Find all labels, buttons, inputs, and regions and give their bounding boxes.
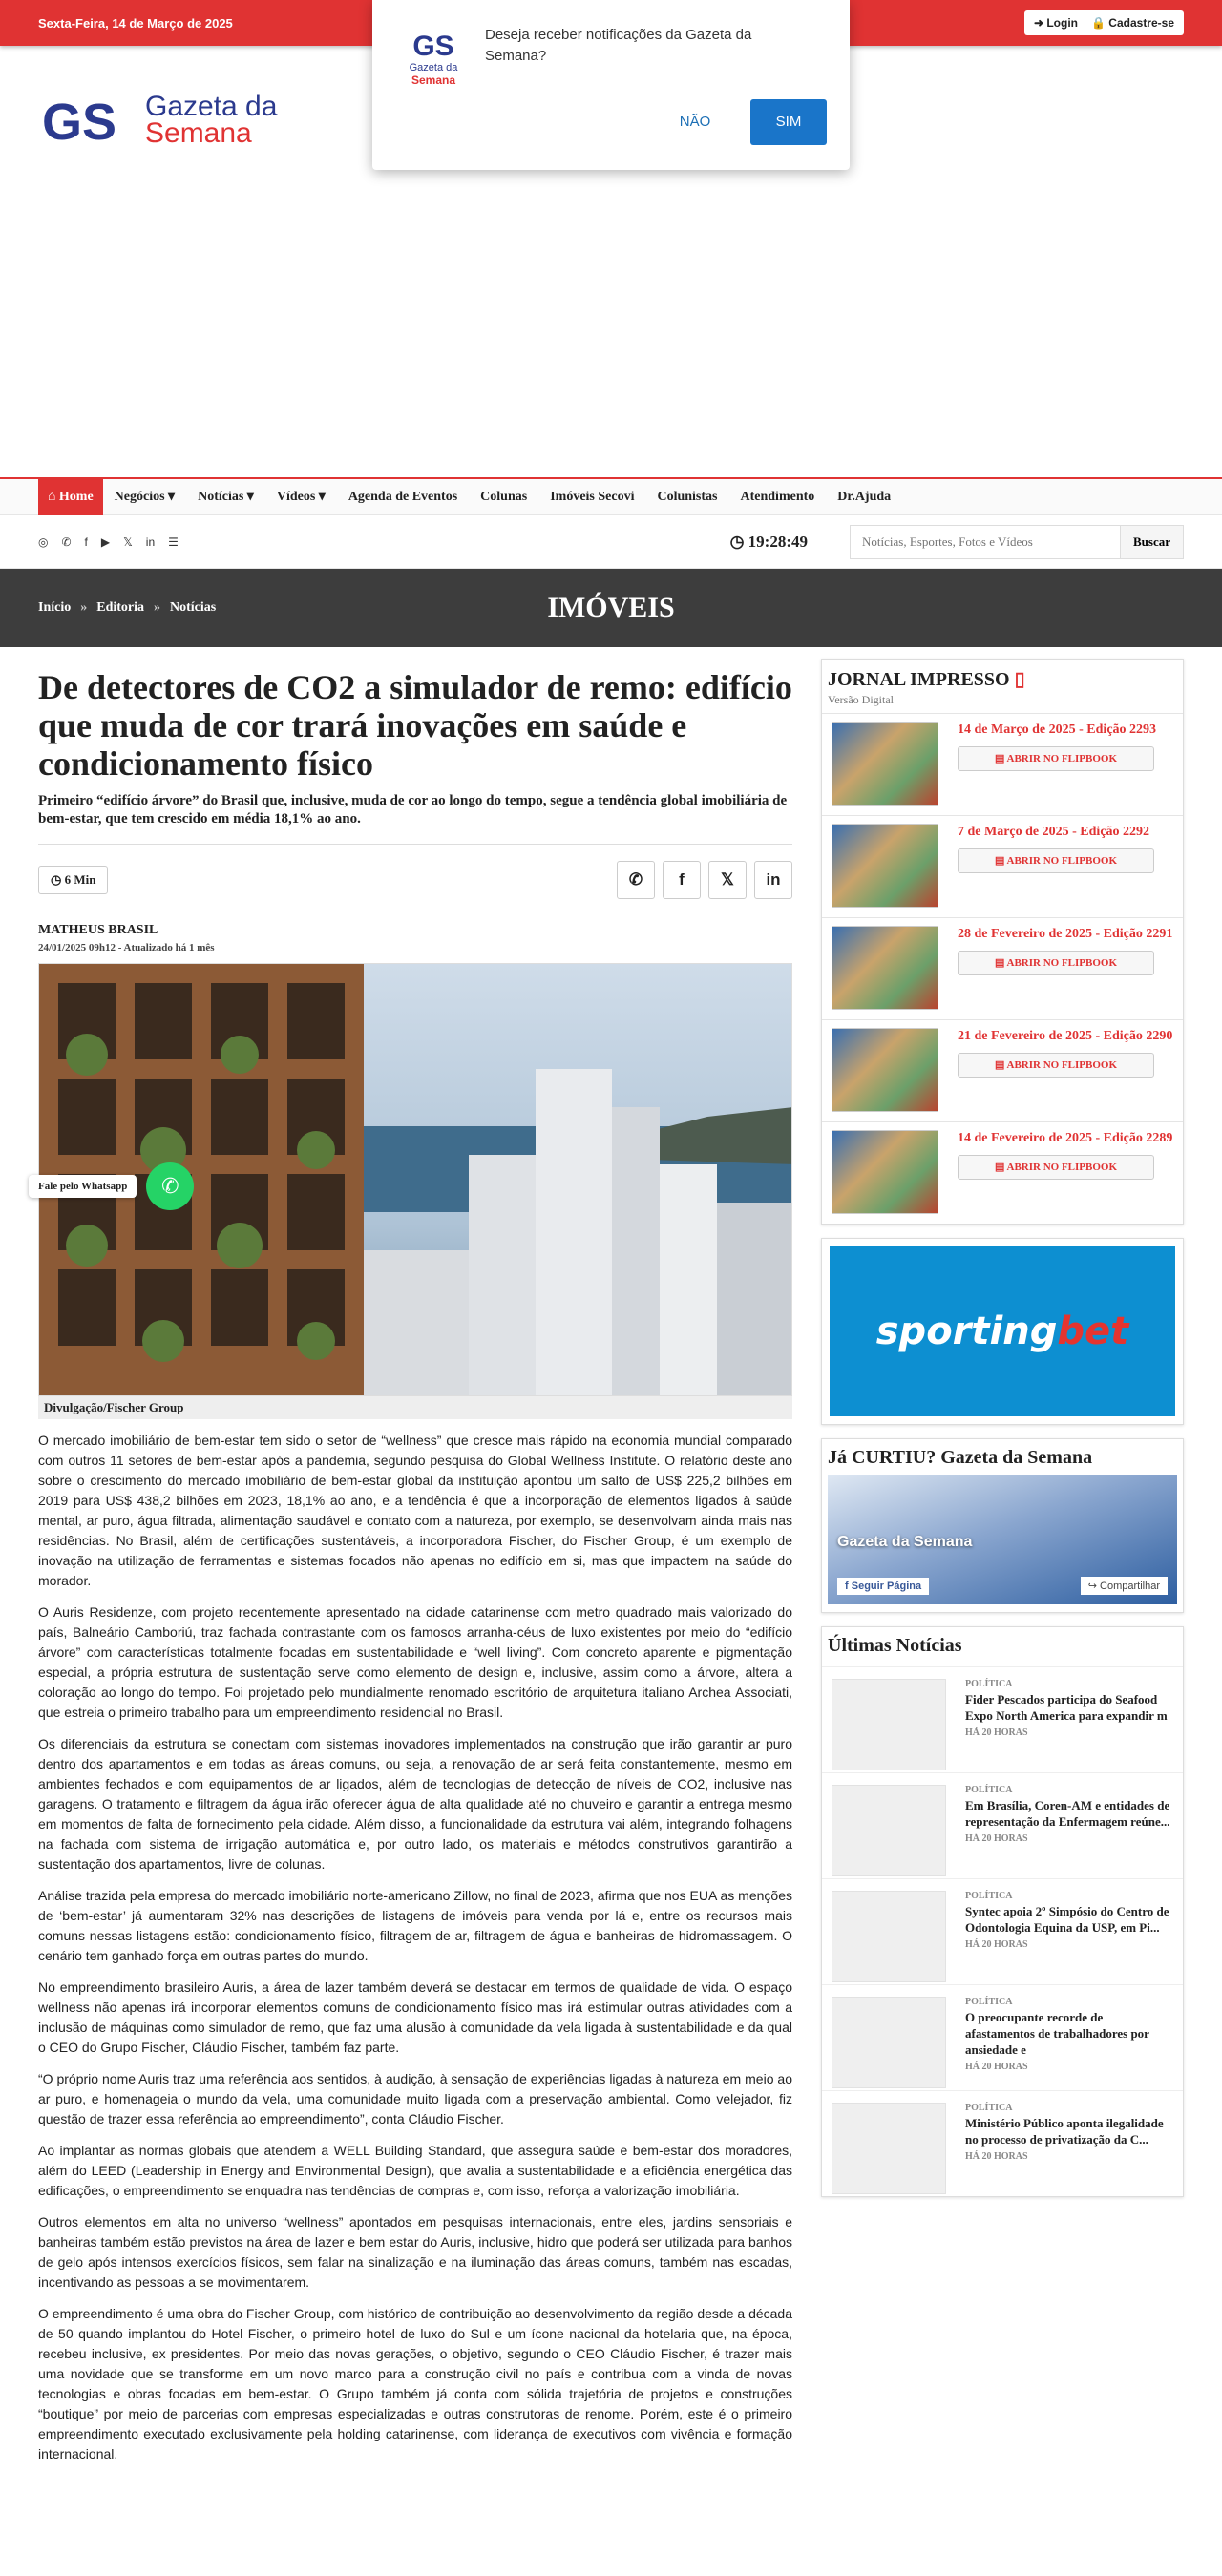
photo-caption: Divulgação/Fischer Group xyxy=(38,1396,792,1419)
news-headline[interactable]: Syntec apoia 2º Simpósio do Centro de Odontologia Equina da USP, em Pi... xyxy=(965,1904,1169,1935)
logo-initials: GS xyxy=(42,94,117,149)
nav-home[interactable]: ⌂ Home xyxy=(38,479,103,515)
follow-page-button[interactable] xyxy=(837,1578,929,1595)
share-page-button[interactable] xyxy=(1081,1577,1168,1595)
open-flipbook-label: ABRIR NO FLIPBOOK xyxy=(1006,1162,1118,1173)
edition-title[interactable]: 14 de Março de 2025 - Edição 2293 xyxy=(958,723,1157,737)
news-time: HÁ 20 HORAS xyxy=(965,2151,1028,2162)
clock xyxy=(730,533,808,552)
file-icon: ▤ xyxy=(994,1162,1005,1173)
open-flipbook-button[interactable] xyxy=(958,848,1154,873)
sidebar xyxy=(821,659,1184,2210)
notify-logo-gazeta: Gazeta da xyxy=(409,62,458,73)
news-time: HÁ 20 HORAS xyxy=(965,1833,1028,1844)
x-icon[interactable]: 𝕏 xyxy=(123,535,133,549)
nav-agenda[interactable]: Agenda de Eventos xyxy=(348,490,458,504)
section-title: IMÓVEIS xyxy=(547,592,675,623)
print-edition-title-text: JORNAL IMPRESSO xyxy=(828,669,1010,690)
news-time: HÁ 20 HORAS xyxy=(965,2062,1028,2072)
edition-item xyxy=(822,1019,1183,1121)
login-icon: ➜ xyxy=(1033,16,1043,30)
edition-title[interactable]: 28 de Fevereiro de 2025 - Edição 2291 xyxy=(958,927,1173,941)
linkedin-icon[interactable]: in xyxy=(145,535,156,549)
logo-line2: Semana xyxy=(145,117,252,149)
share-whatsapp-icon[interactable]: ✆ xyxy=(617,861,655,899)
news-item[interactable] xyxy=(822,2090,1183,2196)
nav-negocios[interactable]: Negócios ▾ xyxy=(114,490,176,504)
nav-imoveis-secovi[interactable]: Imóveis Secovi xyxy=(550,490,635,504)
share-linkedin-icon[interactable]: in xyxy=(754,861,792,899)
share-page-label: Compartilhar xyxy=(1100,1581,1160,1592)
news-category: POLÍTICA xyxy=(965,1785,1013,1795)
facebook-icon: f xyxy=(845,1581,849,1592)
news-time: HÁ 20 HORAS xyxy=(965,1939,1028,1950)
search-input[interactable] xyxy=(851,526,1120,558)
search-button[interactable]: Buscar xyxy=(1120,526,1183,558)
edition-title[interactable]: 14 de Fevereiro de 2025 - Edição 2289 xyxy=(958,1131,1173,1145)
news-headline[interactable]: Em Brasília, Coren-AM e entidades de representação da Enfermagem reúne... xyxy=(965,1798,1170,1829)
edition-cover[interactable] xyxy=(832,824,938,908)
article-paragraph: No empreendimento brasileiro Auris, a área de lazer também deverá se destacar em termos de qualidade de vida. O espaço wellness não apenas irá incorporar elementos comuns de condicionamento físico mas irá estimular outras atividades com a inclusão de máquinas como simulador de remo, que faz uma alusão à comunidade da vela ligada à sustentabilidade e da qual o CEO do Grupo Fischer, Cláudio Fischer, também faz parte. xyxy=(38,1979,792,2055)
edition-item xyxy=(822,815,1183,917)
clock-time: 19:28:49 xyxy=(748,533,808,551)
news-item[interactable] xyxy=(822,1984,1183,2090)
latest-news-box xyxy=(821,1626,1184,2197)
share-x-icon[interactable]: 𝕏 xyxy=(708,861,747,899)
clock-icon: ◷ xyxy=(51,872,62,887)
edition-item xyxy=(822,1121,1183,1224)
edition-title[interactable]: 21 de Fevereiro de 2025 - Edição 2290 xyxy=(958,1029,1173,1043)
article-body xyxy=(38,1431,792,2464)
ad-brand-logo xyxy=(876,1309,1128,1353)
mobile-icon: ▯ xyxy=(1014,669,1025,690)
news-headline[interactable]: O preocupante recorde de afastamentos de trabalhadores por ansiedade e xyxy=(965,2010,1149,2057)
article-paragraph: “O próprio nome Auris traz uma referência aos sentidos, à audição, à sensação de experiências ligadas à natureza em meio ao ar puro, e homenageia o mundo da vela, uma comunidade muito ligada com a preservação ambiental. Como velejador, fiz questão de trazer essa referência ao empreendimento”, conta Cláudio Fischer. xyxy=(38,2071,792,2126)
file-icon: ▤ xyxy=(994,753,1005,764)
edition-cover[interactable] xyxy=(832,1130,938,1214)
nav-atendimento[interactable]: Atendimento xyxy=(740,490,815,504)
nav-noticias[interactable]: Notícias ▾ xyxy=(198,490,254,504)
print-edition-title xyxy=(822,660,1183,691)
edition-cover[interactable] xyxy=(832,722,938,806)
article-paragraph: Outros elementos em alta no universo “wellness” apontados em pesquisas internacionais, entre eles, jardins sensoriais e banheiras também estão previstos na área de lazer e bem estar do Auris, inclusive, hidro que poderá ser utilizada para banhos de gelo após intensos exercícios físicos, sem falar na sinalização e na iluminação das áreas comuns, também nas escadas, incentivando as pessoas a se movimentarem. xyxy=(38,2214,792,2290)
share-buttons xyxy=(617,861,792,899)
instagram-icon[interactable]: ◎ xyxy=(38,535,49,549)
ad-brand-part1: sporting xyxy=(875,1309,1058,1353)
share-icon: ↪ xyxy=(1087,1581,1097,1592)
open-flipbook-label: ABRIR NO FLIPBOOK xyxy=(1006,753,1118,764)
news-category: POLÍTICA xyxy=(965,1891,1013,1901)
main-menu xyxy=(0,477,1222,515)
open-flipbook-button[interactable] xyxy=(958,746,1154,771)
facebook-page-name[interactable]: Gazeta da Semana xyxy=(837,1534,973,1550)
nav-drajuda[interactable]: Dr.Ajuda xyxy=(837,490,892,504)
news-item[interactable] xyxy=(822,1772,1183,1878)
signup-link[interactable] xyxy=(1091,16,1174,30)
file-icon: ▤ xyxy=(994,957,1005,969)
whatsapp-label[interactable]: Fale pelo Whatsapp xyxy=(29,1175,137,1198)
breadcrumb-noticias[interactable]: Notícias xyxy=(170,600,217,615)
open-flipbook-button[interactable] xyxy=(958,1155,1154,1180)
nav-colunas[interactable]: Colunas xyxy=(480,490,528,504)
news-thumbnail[interactable] xyxy=(832,1891,946,1982)
edition-item xyxy=(822,917,1183,1019)
sportingbet-ad[interactable] xyxy=(821,1238,1184,1425)
article-paragraph: O empreendimento é uma obra do Fischer Group, com histórico de contribuição ao desenvolvimento da região desde a década de 50 quando implantou do Hotel Fischer, o primeiro hotel de luxo do Sul e um ícone nacional da hotelaria que, na época, recebeu inclusive, ex presidentes. Por meio das novas gerações, o objetivo, segundo o CEO Cláudio Fischer, é trazer mais uma novidade que se transforme em um novo marco para a construção civil no país e contribua com a vinda de novas tecnologias e obras focadas em bem-estar. O Grupo também já conta com sólida trajetória de projetos e construções “boutique” por meio de parcerias com empresas especializadas e outras construtoras de renome. Porém, este é o primeiro empreendimento executado exclusivamente pela holding catarinense, com liderança de executivos com vivência e formação internacional. xyxy=(38,2306,792,2461)
logo-wordmark xyxy=(145,91,278,149)
breadcrumb-bar xyxy=(0,569,1222,647)
auth-links xyxy=(1024,10,1184,35)
article-paragraph: O mercado imobiliário de bem-estar tem sido o setor de “wellness” que cresce mais rápido na economia mundial comparado com outros 11 setores de bem-estar após a pandemia, segundo pesquisa do Global Wellness Institute. O relatório deste ano sobre o crescimento do mercado imobiliário de bem-estar global da instituição apontou um salto de US$ 225,2 bilhões em 2019 para US$ 438,2 bilhões em 2023, 18,1% ao ano, e a tendência é que a incorporação de elementos ligados à saúde mental, ar puro, água filtrada, alimentação saudável e contato com a natureza, por exemplo, se desenvolvam ainda mais nas residências. No Brasil, além de certificações sustentáveis, a incorporadora Fischer, do Fischer Group, é um exemplo de inovação na utilização de ferramentas e sistemas focados não apenas no edifício em si, mas que impactem na saúde do morador. xyxy=(38,1433,792,1588)
nav-home-label: Home xyxy=(58,490,94,504)
clock-icon: ◷ xyxy=(729,533,745,551)
article-meta-row xyxy=(38,858,792,902)
ad-banner[interactable] xyxy=(830,1246,1175,1416)
article-paragraph: O Auris Residenze, com projeto recentemente apresentado na cidade catarinense com metro quadrado mais valorizado do país, Balneário Camboriú, traz fachada contrastante com os famosos arranha-céus de luxo existentes por meio do “edifício árvore” com características totalmente focadas em sustentabilidade e “well living”. Com concreto aparente e pigmentação especial, a própria estrutura de sustentação serve como elemento de design e, inclusive, assim como a árvore, altera a coloração ao longo do tempo. Foi projetado pelo mundialmente renomado escritório de arquitetura italiano Archea Associati, que estreia o primeiro trabalho para um empreendimento residencial no Brasil. xyxy=(38,1604,792,1720)
open-flipbook-button[interactable] xyxy=(958,951,1154,975)
whatsapp-float-icon[interactable]: ✆ xyxy=(146,1162,194,1210)
edition-title[interactable]: 7 de Março de 2025 - Edição 2292 xyxy=(958,825,1150,839)
notify-logo-initials: GS xyxy=(412,31,454,62)
follow-page-label: Seguir Página xyxy=(851,1581,922,1592)
navigation xyxy=(0,477,1222,647)
decline-notifications-button[interactable]: NÃO xyxy=(679,114,711,130)
whatsapp-widget[interactable] xyxy=(29,1162,194,1210)
open-flipbook-button[interactable] xyxy=(958,1053,1154,1078)
chevron-right-icon: » xyxy=(80,600,88,615)
breadcrumb-editoria[interactable]: Editoria xyxy=(96,600,145,615)
gs-logo-icon xyxy=(38,92,137,149)
nav-colunistas[interactable]: Colunistas xyxy=(657,490,718,504)
ad-brand-part2: bet xyxy=(1057,1309,1129,1353)
print-edition-subtitle: Versão Digital xyxy=(828,693,894,706)
rss-icon[interactable]: ☰ xyxy=(168,535,179,549)
read-time-value: 6 Min xyxy=(64,872,96,887)
latest-news-title: Últimas Notícias xyxy=(828,1635,962,1656)
news-thumbnail[interactable] xyxy=(832,2103,946,2194)
open-flipbook-label: ABRIR NO FLIPBOOK xyxy=(1006,855,1118,867)
lock-icon: 🔒 xyxy=(1091,16,1106,30)
site-logo[interactable] xyxy=(38,92,277,149)
news-headline[interactable]: Fider Pescados participa do Seafood Expo North America para expandir m xyxy=(965,1692,1168,1723)
facebook-page-cover[interactable] xyxy=(828,1475,1177,1604)
signup-label: Cadastre-se xyxy=(1108,16,1174,30)
social-links xyxy=(38,535,179,549)
article-paragraph: Análise trazida pela empresa do mercado imobiliário norte-americano Zillow, no final de 2023, afirma que nos EUA as menções de ‘bem-estar’ já aumentaram 32% nas descrições de listagens de imóveis para venda por lá e, entre os recursos mais comuns nessas listagens estão: condicionamento físico, filtragem de ar, filtragem de água e banheiras de hidromassagem. O cenário tem ganhado força em outras partes do mundo. xyxy=(38,1888,792,1963)
search-form xyxy=(850,525,1184,559)
news-category: POLÍTICA xyxy=(965,2103,1013,2113)
article xyxy=(38,659,792,2464)
facebook-box xyxy=(821,1438,1184,1613)
article-date: 24/01/2025 09h12 - Atualizado há 1 mês xyxy=(38,942,215,953)
accept-notifications-button[interactable]: SIM xyxy=(750,99,827,145)
news-category: POLÍTICA xyxy=(965,1679,1013,1689)
breadcrumb-inicio[interactable]: Início xyxy=(38,600,72,615)
article-paragraph: Os diferenciais da estrutura se conectam com sistemas inovadores implementados na construção que irão garantir ar puro dentro dos apartamentos e em todas as áreas comuns, ou seja, a renovação de ar será feita constantemente, mesmo em ambientes fechados e com equipamentos de ar ligados, além de tecnologias de detecção de níveis de CO2, inclusive nas garagens. O tratamento e filtragem da água irão oferecer água de alta qualidade até no chuveiro e garantir a entrega mesmo em momentos de falta de fornecimento pela cidade. Além disso, a funcionalidade da estrutura vai além, integrando folhagens na fachada com sistema de irrigação automática e, por outro lado, os materiais e métodos construtivos garantirão a sustentação dos apartamentos, livre de colunas. xyxy=(38,1736,792,1872)
file-icon: ▤ xyxy=(994,855,1005,867)
utility-bar xyxy=(0,515,1222,569)
current-date: Sexta-Feira, 14 de Março de 2025 xyxy=(38,15,233,31)
news-item[interactable] xyxy=(822,1878,1183,1984)
news-thumbnail[interactable] xyxy=(832,1785,946,1876)
notification-prompt xyxy=(372,0,850,170)
youtube-icon[interactable]: ▶ xyxy=(100,535,111,549)
nav-videos[interactable]: Vídeos ▾ xyxy=(276,490,326,504)
news-thumbnail[interactable] xyxy=(832,1679,946,1770)
edition-item xyxy=(822,713,1183,815)
article-headline: De detectores de CO2 a simulador de remo: edifício que muda de cor trará inovações em saúde e condicionamento físico xyxy=(38,668,792,783)
gazeta-logo-icon xyxy=(397,27,470,90)
file-icon: ▤ xyxy=(994,1059,1005,1071)
chevron-right-icon: » xyxy=(154,600,161,615)
edition-cover[interactable] xyxy=(832,926,938,1010)
notify-logo-semana: Semana xyxy=(411,73,456,87)
read-time xyxy=(38,866,108,894)
news-item[interactable] xyxy=(822,1666,1183,1772)
news-time: HÁ 20 HORAS xyxy=(965,1728,1028,1738)
facebook-icon[interactable]: f xyxy=(84,535,88,549)
news-headline[interactable]: Ministério Público aponta ilegalidade no processo de privatização da C... xyxy=(965,2116,1164,2147)
whatsapp-icon[interactable]: ✆ xyxy=(61,535,72,549)
edition-cover[interactable] xyxy=(832,1028,938,1112)
article-paragraph: Ao implantar as normas globais que atendem a WELL Building Standard, que assegura saúde e bem-estar dos moradores, além do LEED (Leadership in Energy and Environmental Design), que avalia a sustentabilidade e a eficiência energética das edificações, o empreendimento se enquadra nas tendências de compras e, com isso, reforça a valorização imobiliária. xyxy=(38,2143,792,2198)
news-thumbnail[interactable] xyxy=(832,1997,946,2088)
notification-message: Deseja receber notificações da Gazeta da Semana? xyxy=(485,27,752,64)
news-category: POLÍTICA xyxy=(965,1997,1013,2007)
share-facebook-icon[interactable]: f xyxy=(663,861,701,899)
print-edition-box xyxy=(821,659,1184,1225)
facebook-box-title: Já CURTIU? Gazeta da Semana xyxy=(828,1447,1093,1468)
open-flipbook-label: ABRIR NO FLIPBOOK xyxy=(1006,1059,1118,1071)
login-label: Login xyxy=(1046,16,1078,30)
article-author[interactable]: MATHEUS BRASIL xyxy=(38,923,158,937)
article-subtitle: Primeiro “edifício árvore” do Brasil que, inclusive, muda de cor ao longo do tempo, segue a tendência global imobiliária de bem-estar, que tem crescido em média 18,1% ao ano. xyxy=(38,792,792,845)
open-flipbook-label: ABRIR NO FLIPBOOK xyxy=(1006,957,1118,969)
logo-line1: Gazeta da xyxy=(145,91,278,122)
login-link[interactable] xyxy=(1034,16,1078,30)
